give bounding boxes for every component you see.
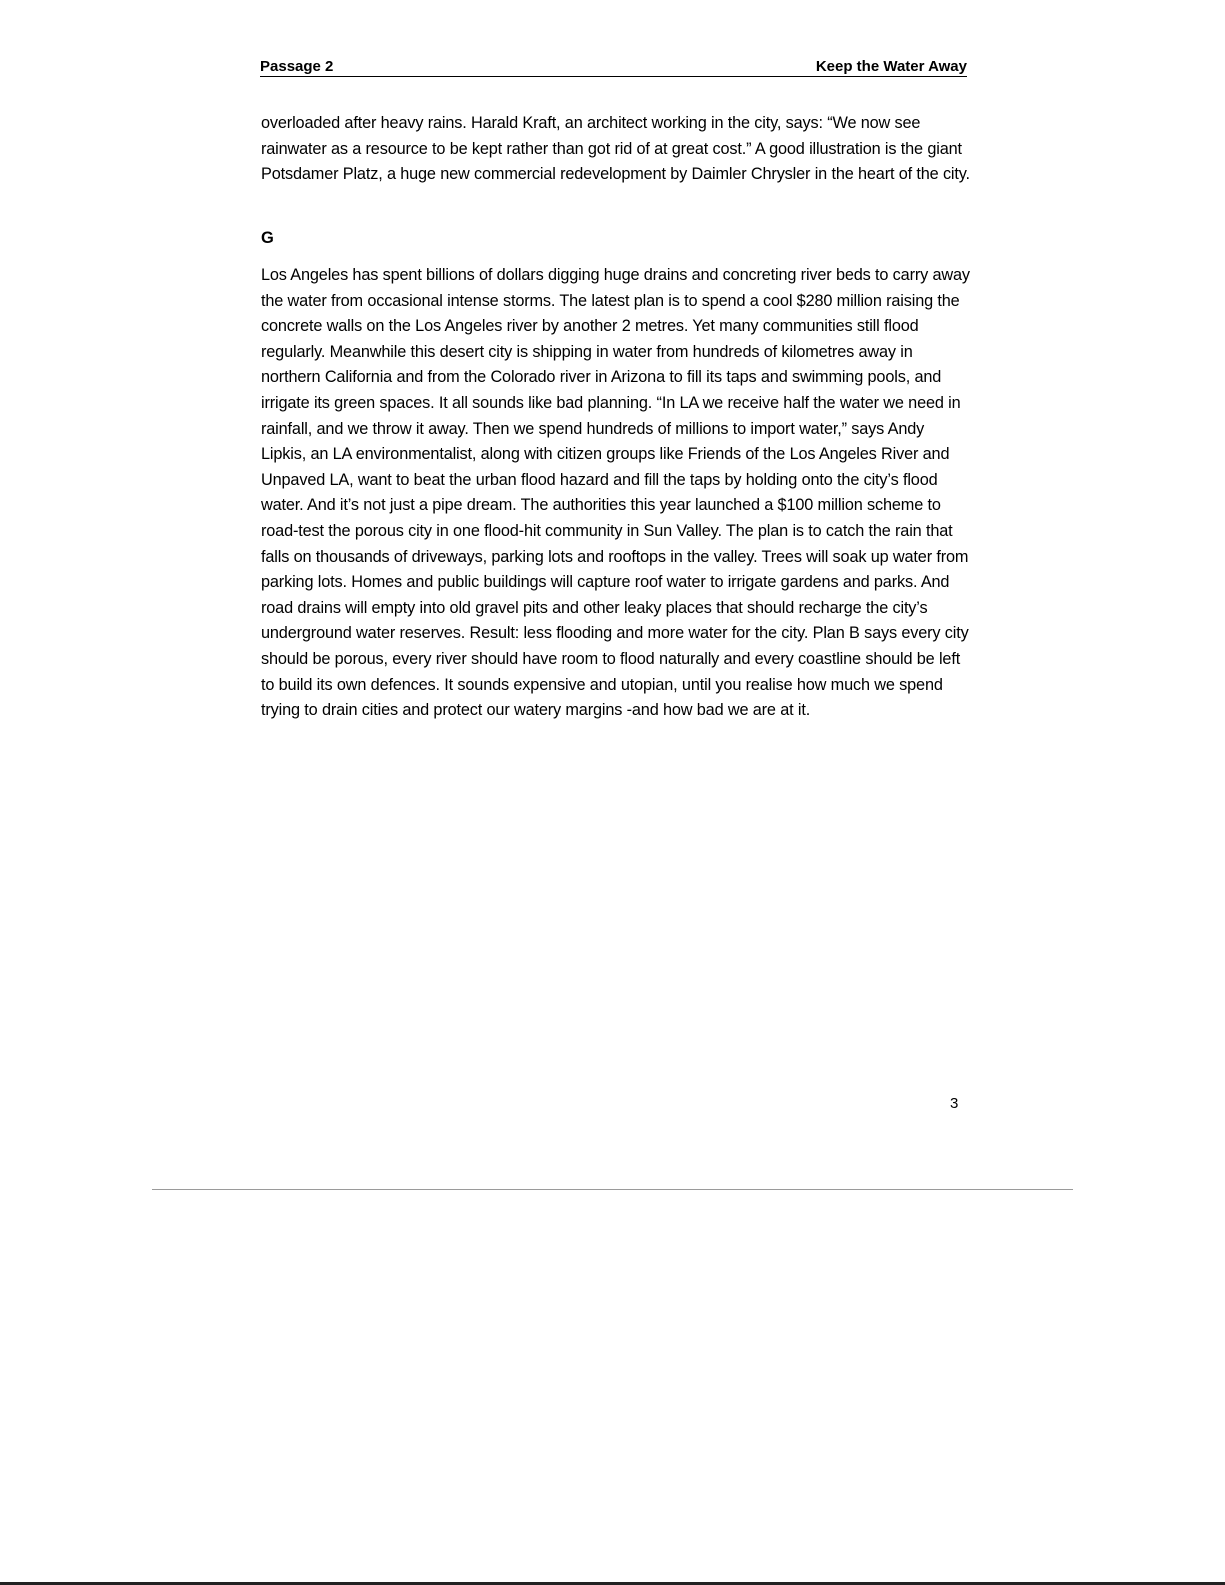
paragraph-section-g: Los Angeles has spent billions of dollars digging huge drains and concreting river beds to carry away the water from occasional intense storms. The latest plan is to spend a cool $280 million raising the concrete walls on the Los Angeles river by another 2 metres. Yet many communities still flood regularly. Meanwhile this desert city is shipping in water from hundreds of kilometres away in northern California and from the Colorado river in Arizona to fill its taps and swimming pools, and irrigate its green spaces. It all sounds like bad planning. “In LA we receive half the water we need in rainfall, and we throw it away. Then we spend hundreds of millions to import water,” says Andy Lipkis, an LA environmentalist, along with citizen groups like Friends of the Los Angeles River and Unpaved LA, want to beat the urban flood hazard and fill the taps by holding onto the city’s flood water. And it’s not just a pipe dream. The authorities this year launched a $100 million scheme to road-test the porous city in one flood-hit community in Sun Valley. The plan is to catch the rain that falls on thousands of driveways, parking lots and rooftops in the valley. Trees will soak up water from parking lots. Homes and public buildings will capture roof water to irrigate gardens and parks. And road drains will empty into old gravel pits and other leaky places that should recharge the city’s underground water reserves. Result: less flooding and more water for the city. Plan B says every city should be porous, every river should have room to flood naturally and every coastline should be left to build its own defences. It sounds expensive and utopian, until you realise how much we spend trying to drain cities and protect our watery margins -and how bad we are at it. xyxy=(261,266,970,720)
page-divider xyxy=(152,1189,1073,1190)
paragraph-continued: overloaded after heavy rains. Harald Kraft, an architect working in the city, says: “We now see rainwater as a resource to be kept rather than got rid of at great cost.” A good illustration is the giant Potsdamer Platz, a huge new commercial redevelopment by Daimler Chrysler in the heart of the city. xyxy=(261,114,970,184)
header-passage-label: Passage 2 xyxy=(260,58,334,75)
section-heading-g: G xyxy=(261,229,274,247)
page-number: 3 xyxy=(950,1095,959,1112)
running-header xyxy=(260,57,967,77)
header-passage-title: Keep the Water Away xyxy=(815,58,967,75)
